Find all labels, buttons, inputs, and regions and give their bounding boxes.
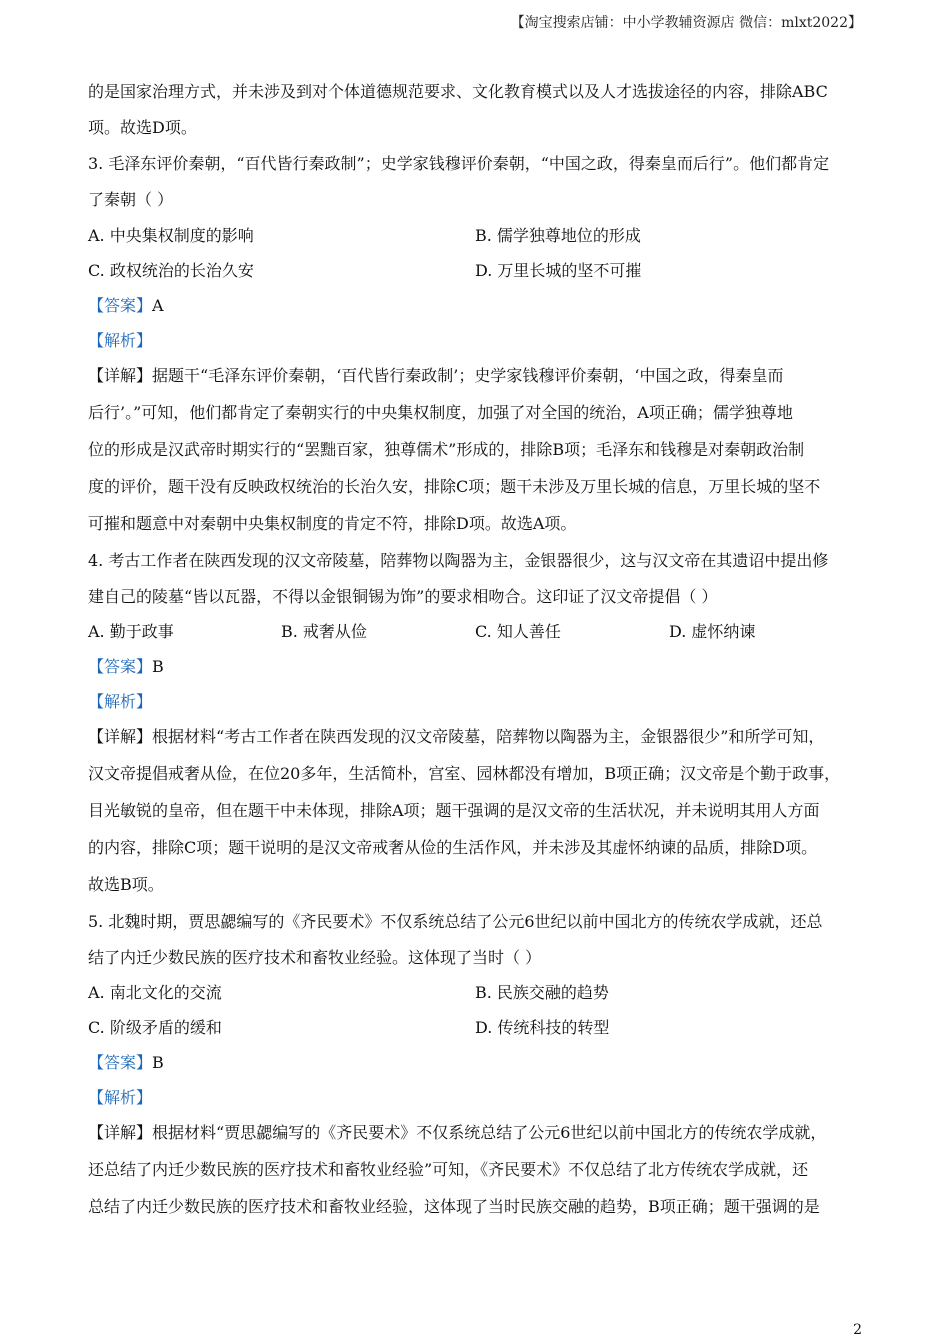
paragraph-line: 项。故选D项。 [88,118,197,137]
detail-text: 据题干“毛泽东评价秦朝，‘百代皆行秦政制’；史学家钱穆评价秦朝，‘中国之政，得秦皇而 [152,366,784,385]
answer-tag: 【答案】 [88,1053,153,1072]
answer-value: A [152,296,164,315]
question-3-option-b: B. 儒学独尊地位的形成 [475,226,641,245]
question-3-detail: 度的评价，题干没有反映政权统治的长治久安，排除C项；题干未涉及万里长城的信息，万里长城的坚不 [88,477,821,496]
question-3-detail: 位的形成是汉武帝时期实行的“罢黜百家，独尊儒术”形成的，排除B项；毛泽东和钱穆是对秦朝政治制 [88,440,805,459]
question-5-detail: 总结了内迁少数民族的医疗技术和畜牧业经验，这体现了当时民族交融的趋势，B项正确；题干强调的是 [88,1197,820,1216]
page-number: 2 [853,1322,862,1338]
question-4-detail: 的内容，排除C项；题干说明的是汉文帝戒奢从俭的生活作风，并未涉及其虚怀纳谏的品质，排除D项。 [88,838,818,857]
question-5-answer [88,1051,164,1075]
question-5-detail [88,1121,826,1145]
question-3-option-c: C. 政权统治的长治久安 [88,261,254,280]
question-3-answer [88,294,164,318]
question-4-stem: 4. 考古工作者在陕西发现的汉文帝陵墓，陪葬物以陶器为主，金银器很少，这与汉文帝在其遗诏中提出修 [88,551,829,570]
analysis-tag: 【解析】 [88,331,153,350]
question-4-analysis-tag [88,690,152,714]
question-3-stem: 3. 毛泽东评价秦朝，“百代皆行秦政制”；史学家钱穆评价秦朝，“中国之政，得秦皇而后行”。他们都肯定 [88,154,830,173]
detail-tag: 【详解】 [88,727,153,746]
question-4-option-c: C. 知人善任 [475,622,561,641]
question-4-option-a: A. 勤于政事 [88,622,174,641]
question-5-stem: 结了内迁少数民族的医疗技术和畜牧业经验。这体现了当时（ ） [88,948,542,967]
question-4-detail: 故选B项。 [88,875,164,894]
question-4-option-b: B. 戒奢从俭 [281,622,367,641]
question-3-option-a: A. 中央集权制度的影响 [88,226,254,245]
question-3-option-d: D. 万里长城的坚不可摧 [475,261,642,280]
question-4-detail: 目光敏锐的皇帝，但在题干中未体现，排除A项；题干强调的是汉文帝的生活状况，并未说明其用人方面 [88,801,820,820]
detail-text: 根据材料“考古工作者在陕西发现的汉文帝陵墓，陪葬物以陶器为主，金银器很少”和所学可知， [152,727,825,746]
question-4-stem: 建自己的陵墓“皆以瓦器，不得以金银铜锡为饰”的要求相吻合。这印证了汉文帝提倡（ ） [88,587,718,606]
analysis-tag: 【解析】 [88,692,153,711]
question-3-detail: 可摧和题意中对秦朝中央集权制度的肯定不符，排除D项。故选A项。 [88,514,577,533]
question-4-detail [88,725,824,749]
answer-value: B [152,657,164,676]
question-5-option-c: C. 阶级矛盾的缓和 [88,1018,222,1037]
detail-tag: 【详解】 [88,366,153,385]
answer-value: B [152,1053,164,1072]
question-3-detail: 后行’。”可知，他们都肯定了秦朝实行的中央集权制度，加强了对全国的统治，A项正确；儒学独尊地 [88,403,793,422]
answer-tag: 【答案】 [88,296,153,315]
question-5-detail: 还总结了内迁少数民族的医疗技术和畜牧业经验”可知，《齐民要术》不仅总结了北方传统农学成就，还 [88,1160,809,1179]
question-5-option-a: A. 南北文化的交流 [88,983,222,1002]
question-4-answer [88,655,164,679]
detail-tag: 【详解】 [88,1123,153,1142]
analysis-tag: 【解析】 [88,1088,153,1107]
question-4-detail: 汉文帝提倡戒奢从俭，在位20多年，生活简朴，宫室、园林都没有增加，B项正确；汉文帝是个勤于政事， [88,764,841,783]
question-3-stem: 了秦朝（ ） [88,190,174,209]
question-5-option-b: B. 民族交融的趋势 [475,983,609,1002]
question-5-option-d: D. 传统科技的转型 [475,1018,610,1037]
paragraph-line: 的是国家治理方式，并未涉及到对个体道德规范要求、文化教育模式以及人才选拔途径的内容，排除ABC [88,82,828,101]
answer-tag: 【答案】 [88,657,153,676]
question-4-option-d: D. 虚怀纳谏 [669,622,756,641]
question-3-analysis-tag [88,329,152,353]
question-5-analysis-tag [88,1086,152,1110]
detail-text: 根据材料“贾思勰编写的《齐民要术》不仅系统总结了公元6世纪以前中国北方的传统农学成就， [152,1123,827,1142]
question-3-detail [88,364,783,388]
page-header: 【淘宝搜索店铺：中小学教辅资源店 微信：mlxt2022】 [510,15,862,31]
question-5-stem: 5. 北魏时期，贾思勰编写的《齐民要术》不仅系统总结了公元6世纪以前中国北方的传统农学成就，还总 [88,912,823,931]
